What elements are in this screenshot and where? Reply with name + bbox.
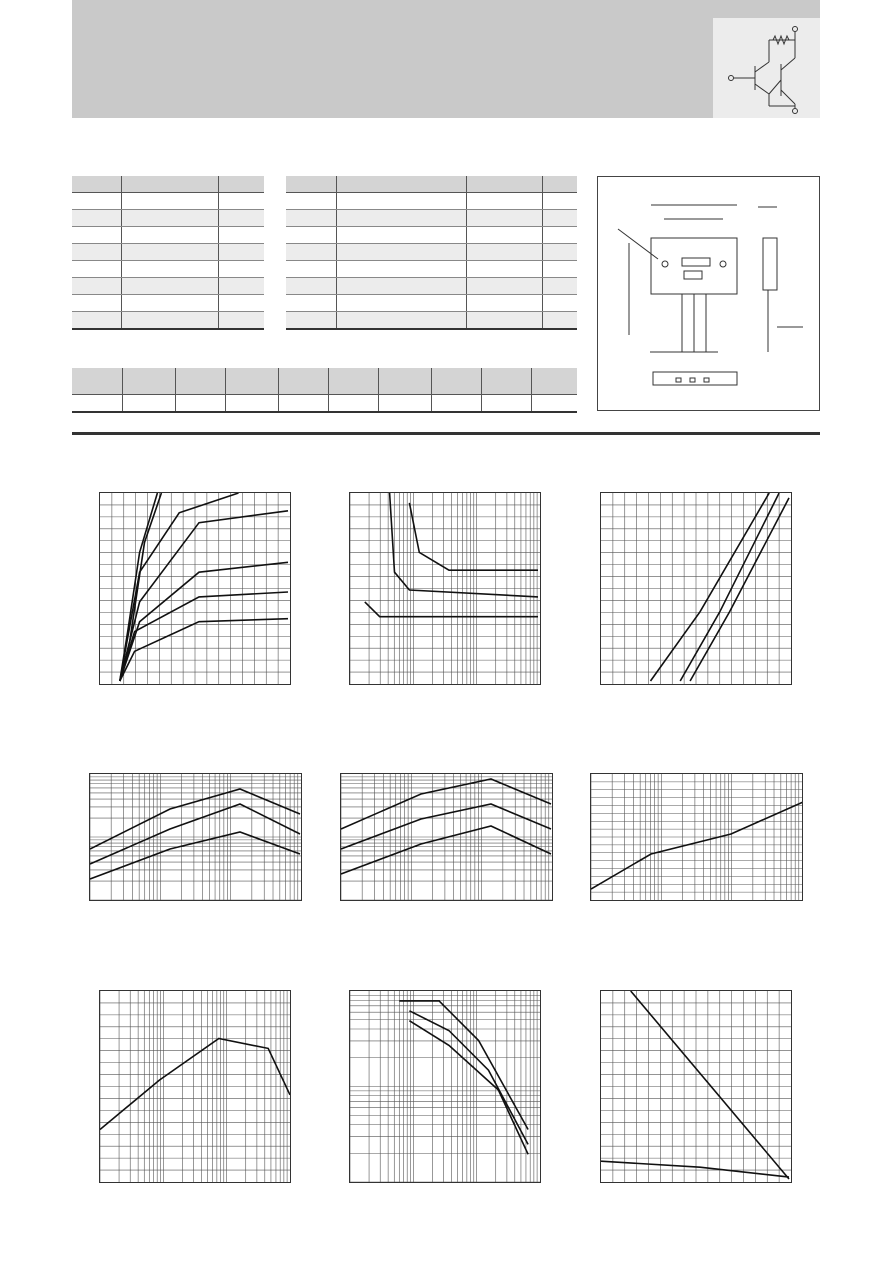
series-2-line bbox=[601, 1161, 789, 1177]
grid bbox=[100, 991, 290, 1182]
ratings-table bbox=[72, 176, 264, 330]
chart-7 bbox=[99, 990, 291, 1183]
darlington-schematic-icon bbox=[713, 18, 820, 118]
chart-3 bbox=[600, 492, 792, 685]
series-3-line bbox=[341, 826, 551, 874]
series-1-line bbox=[591, 802, 802, 889]
schematic-panel bbox=[713, 18, 820, 118]
chart-6 bbox=[590, 773, 803, 901]
series-2-line bbox=[390, 493, 538, 597]
series-1-line bbox=[631, 991, 789, 1179]
chart-4 bbox=[89, 773, 302, 901]
chart-1 bbox=[99, 492, 291, 685]
series-2-line bbox=[680, 493, 779, 681]
hfe-rank-table bbox=[72, 368, 577, 413]
title-banner bbox=[72, 0, 820, 118]
chart-9 bbox=[600, 990, 792, 1183]
grid bbox=[350, 991, 540, 1182]
series-1-line bbox=[100, 1039, 290, 1130]
series-1-line bbox=[400, 1001, 529, 1130]
series-1-line bbox=[651, 493, 770, 681]
grid bbox=[601, 493, 791, 684]
package-drawing bbox=[598, 177, 821, 412]
chart-8 bbox=[349, 990, 541, 1183]
series-3-line bbox=[90, 832, 300, 879]
grid bbox=[591, 774, 802, 900]
characteristics-table bbox=[286, 176, 577, 330]
series-3-line bbox=[120, 493, 239, 681]
series-3-line bbox=[690, 498, 789, 681]
series-7-line bbox=[120, 619, 288, 681]
chart-5 bbox=[340, 773, 553, 901]
grid bbox=[90, 774, 301, 900]
grid bbox=[601, 991, 791, 1182]
package-outline bbox=[597, 176, 820, 411]
grid bbox=[350, 493, 540, 684]
section-divider bbox=[72, 432, 820, 435]
series-2-line bbox=[341, 804, 551, 849]
chart-2 bbox=[349, 492, 541, 685]
series-1-line bbox=[341, 779, 551, 829]
